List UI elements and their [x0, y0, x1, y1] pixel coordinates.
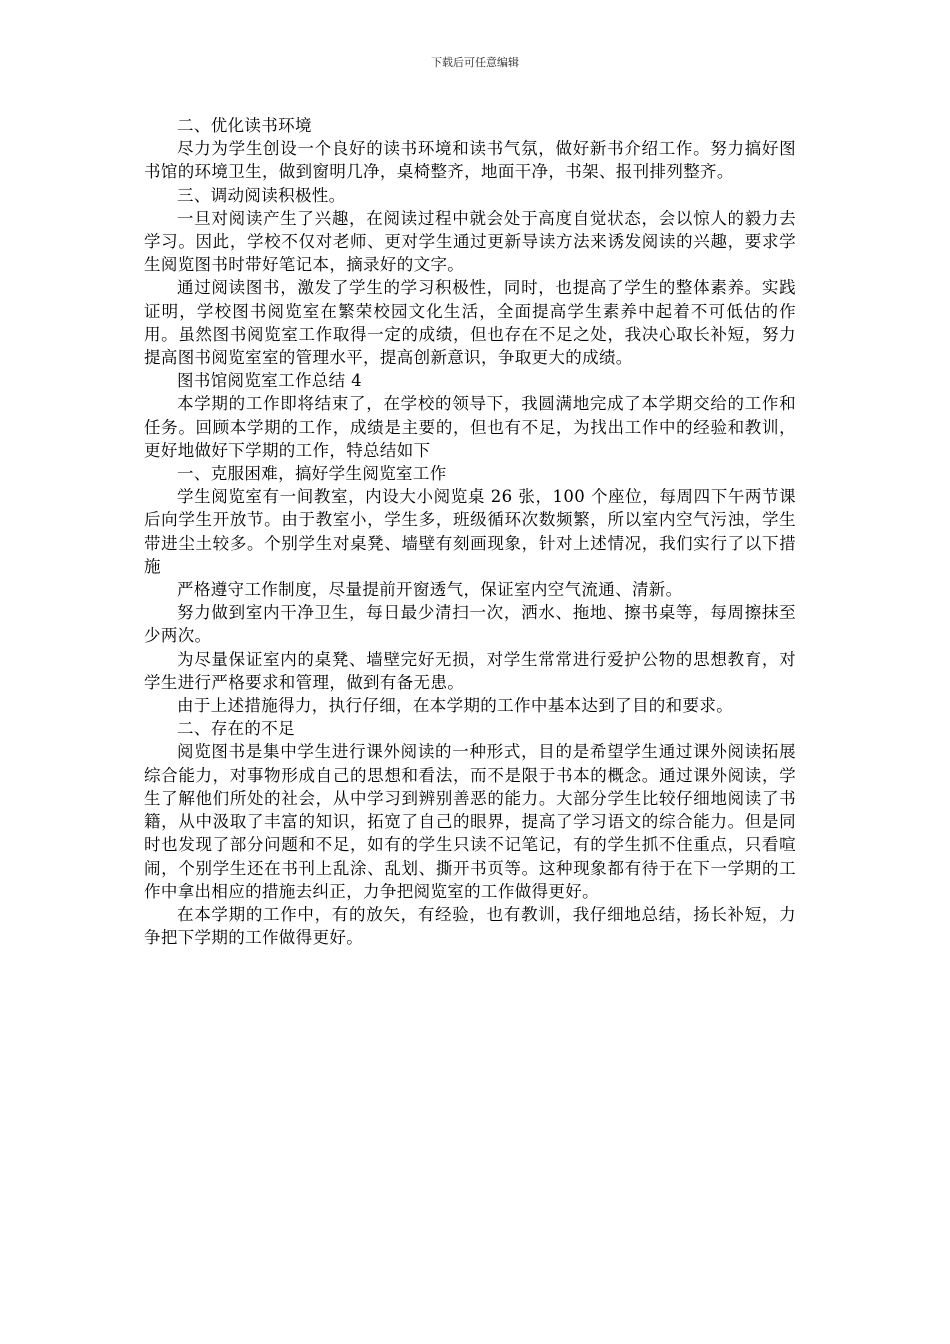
paragraph-intro: 本学期的工作即将结束了，在学校的领导下，我圆满地完成了本学期交给的工作和任务。回顾本学期的工作，成绩是主要的，但也有不足，为找出工作中的经验和教训，更好地做好下学期的工作，特总结如下 — [144, 394, 796, 460]
page-header-note: 下载后可任意编辑 — [431, 56, 519, 69]
section-heading-overcome-difficulties: 一、克服困难，搞好学生阅览室工作 — [177, 464, 447, 484]
paragraph-reading-room: 学生阅览室有一间教室，内设大小阅览桌 26 张，100 个座位，每周四下午两节课后向学生开放节。由于教室小，学生多，班级循环次数频繁，所以室内空气污浊，学生带进尘土较多。个别学生对桌凳、墙壁有刻画现象，针对上述情况，我们实行了以下措施 — [144, 487, 796, 576]
paragraph-measure-ventilation: 严格遵守工作制度，尽量提前开窗透气，保证室内空气流通、清新。 — [177, 580, 683, 600]
paragraph-measure-cleaning: 努力做到室内干净卫生，每日最少清扫一次，洒水、拖地、擦书桌等，每周擦抹至少两次。 — [144, 603, 796, 646]
section-heading-shortcomings: 二、存在的不足 — [177, 719, 295, 739]
section-heading-reading-motivation: 三、调动阅读积极性。 — [177, 185, 346, 205]
section-heading-optimize-environment: 二、优化读书环境 — [177, 116, 312, 135]
paragraph-conclusion: 在本学期的工作中，有的放矢，有经验，也有教训，我仔细地总结，扬长补短，力争把下学期的工作做得更好。 — [144, 904, 796, 948]
paragraph-results: 通过阅读图书，激发了学生的学习积极性，同时，也提高了学生的整体素养。实践证明，学校图书阅览室在繁荣校园文化生活，全面提高学生素养中起着不可低估的作用。虽然图书阅览室工作取得一定的成绩，但也存在不足之处，我决心取长补短，努力提高图书阅览室室的管理水平，提高创新意识，争取更大的成绩。 — [144, 278, 796, 368]
document-body — [144, 114, 796, 949]
paragraph-measure-protection: 为尽量保证室内的桌凳、墙壁完好无损，对学生常常进行爱护公物的思想教育，对学生进行严格要求和管理，做到有备无患。 — [144, 649, 796, 692]
paragraph-environment: 尽力为学生创设一个良好的读书环境和读书气氛，做好新书介绍工作。努力搞好图书馆的环境卫生，做到窗明几净，桌椅整齐，地面干净，书架、报刊排列整齐。 — [144, 139, 796, 182]
paragraph-shortcomings: 阅览图书是集中学生进行课外阅读的一种形式，目的是希望学生通过课外阅读拓展综合能力，对事物形成自己的思想和看法，而不是限于书本的概念。通过课外阅读，学生了解他们所处的社会，从中学习到辨别善恶的能力。大部分学生比较仔细地阅读了书籍，从中汲取了丰富的知识，拓宽了自己的眼界，提高了学习语文的综合能力。但是同时也发现了部分问题和不足，如有的学生只读不记笔记，有的学生抓不住重点，只看喧闹，个别学生还在书刊上乱涂、乱划、撕开书页等。这种现象都有待于在下一学期的工作中拿出相应的措施去纠正，力争把阅览室的工作做得更好。 — [144, 742, 796, 901]
paragraph-measure-outcome: 由于上述措施得力，执行仔细，在本学期的工作中基本达到了目的和要求。 — [177, 696, 734, 716]
document-title-summary-4: 图书馆阅览室工作总结 4 — [177, 371, 362, 391]
paragraph-interest: 一旦对阅读产生了兴趣，在阅读过程中就会处于高度自觉状态，会以惊人的毅力去学习。因此，学校不仅对老师、更对学生通过更新导读方法来诱发阅读的兴趣，要求学生阅览图书时带好笔记本，摘录好的文字。 — [144, 208, 796, 275]
